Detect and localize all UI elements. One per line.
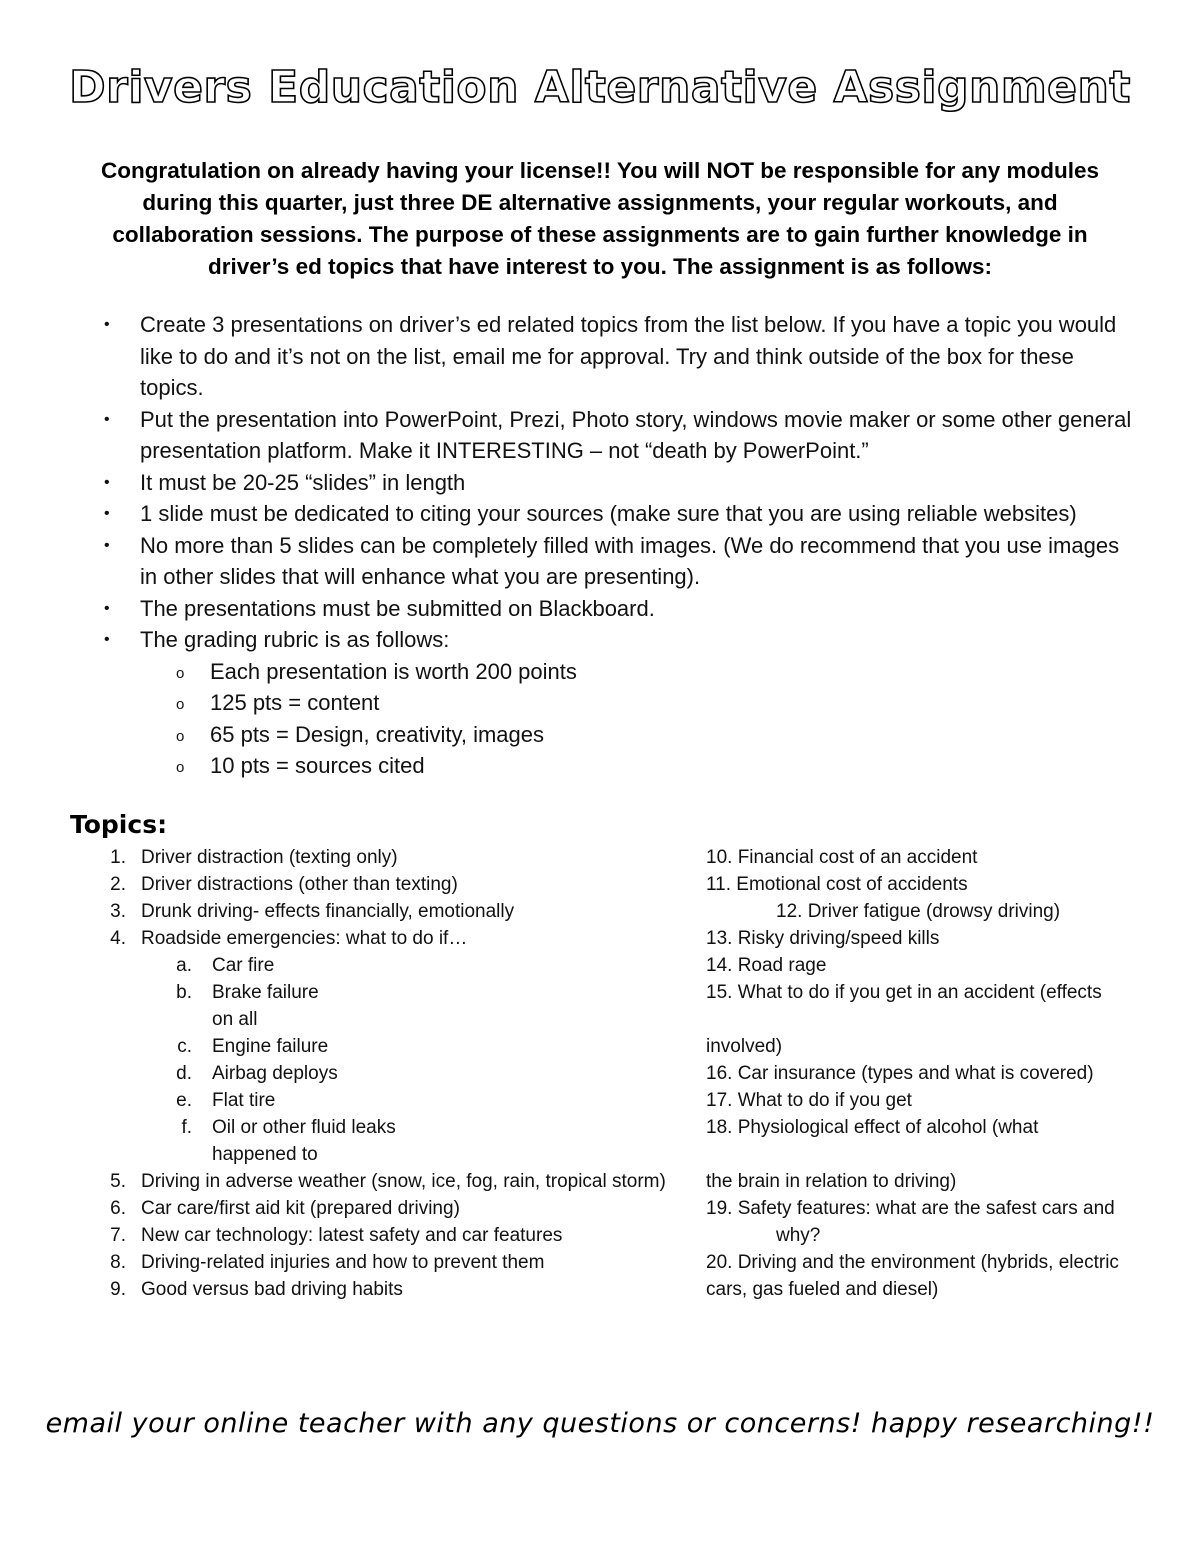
topic-item [100,1060,690,1087]
rubric-item [176,687,1140,719]
topic-number: 1. [110,847,126,868]
topic-item: 19. Safety features: what are the safest cars and [706,1198,1115,1219]
topic-item: 15. What to do if you get in an accident (effects [706,982,1102,1003]
rule-text: No more than 5 slides can be completely filled with images. (We do recommend that you use images in other slides that will enhance what you are presenting). [140,532,1120,589]
circle-bullet-icon: o [176,664,185,682]
topic-number: 3. [110,901,126,922]
topic-number: e. [176,1090,192,1111]
topic-item: 13. Risky driving/speed kills [706,928,940,949]
topics-right-column [706,844,1146,1303]
rule-item [100,309,1140,404]
topic-item [100,1195,690,1222]
rubric-item [176,719,1140,751]
topic-text: Engine failure [212,1036,329,1057]
rule-text: The grading rubric is as follows: [140,627,450,652]
topics-left-column [100,844,690,1303]
topic-item [100,979,690,1006]
rule-text: Create 3 presentations on driver’s ed related topics from the list below. If you have a topic you would like to do and it’s not on the list, email me for approval. Try and think outside of the box for these topics. [140,312,1117,400]
topic-item [100,1168,690,1195]
topic-item [100,1006,690,1033]
circle-bullet-icon: o [176,727,185,745]
topic-number: f. [181,1117,192,1138]
topic-text: Oil or other fluid leaks [212,1117,396,1138]
circle-bullet-icon: o [176,759,185,776]
topic-text: Drunk driving- effects financially, emotionally [141,901,515,922]
topic-item [100,1276,690,1303]
topic-number: 4. [110,928,126,949]
topic-text: Driver distractions (other than texting) [141,874,458,895]
topic-text: Driver distraction (texting only) [141,847,398,868]
bullet-icon: • [104,536,110,554]
bullet-icon: • [104,410,110,428]
bullet-icon: • [104,599,110,617]
topic-item: 12. Driver fatigue (drowsy driving) [776,901,1061,922]
page-title: Drivers Education Alternative Assignment [69,62,1131,113]
topic-item [100,844,690,871]
topic-number: 8. [110,1252,126,1273]
topic-text: Driving in adverse weather (snow, ice, fog, rain, tropical storm) [141,1171,666,1192]
topic-text: happened to [212,1144,318,1165]
intro-paragraph: Congratulation on already having your license!! You will NOT be responsible for any modules during this quarter, just three DE alternative assignments, your regular workouts, and collaboration sessions. The purpose of these assignments are to gain further knowledge in driver’s ed topics that have interest to you. The assignment is as follows: [100,158,1100,279]
topic-number: 9. [110,1279,126,1300]
bullet-icon: • [104,316,110,333]
topic-item [100,952,690,979]
topic-item [100,1033,690,1060]
topic-text: Car care/first aid kit (prepared driving) [141,1198,460,1219]
bullet-icon: • [104,631,110,648]
topic-item: 14. Road rage [706,955,827,976]
rule-item [100,467,1140,499]
topic-number: 5. [110,1171,126,1192]
rule-text: 1 slide must be dedicated to citing your sources (make sure that you are using reliable websites) [140,501,1077,526]
topic-item [706,1141,1146,1168]
topic-item [100,1222,690,1249]
topic-item: 10. Financial cost of an accident [706,847,978,868]
topic-text: Car fire [212,955,275,976]
rubric-list [140,656,1140,782]
topic-item: 16. Car insurance (types and what is covered) [706,1063,1094,1084]
rule-text: Put the presentation into PowerPoint, Prezi, Photo story, windows movie maker or some other general presentation platform. Make it INTERESTING – not “death by PowerPoint.” [140,406,1132,463]
topic-number: 7. [110,1225,126,1246]
topics-heading: Topics: [70,810,168,839]
topic-item [100,871,690,898]
rubric-text: 65 pts = Design, creativity, images [210,721,545,747]
topic-item: 20. Driving and the environment (hybrids, electric [706,1252,1119,1273]
topic-text: Brake failure [212,982,319,1003]
rule-item [100,498,1140,530]
rule-item [100,530,1140,593]
topic-text: on all [212,1009,258,1030]
topic-item: involved) [706,1036,783,1057]
rubric-item [176,750,1140,782]
topic-text: Flat tire [212,1090,276,1111]
rubric-text: Each presentation is worth 200 points [210,658,577,684]
topic-item [100,925,690,952]
topic-item [100,1141,690,1168]
topic-text: Roadside emergencies: what to do if… [141,928,468,949]
topic-item: 18. Physiological effect of alcohol (what [706,1117,1039,1138]
topic-number: a. [176,955,192,976]
rubric-item [176,656,1140,688]
topic-item: why? [776,1225,821,1246]
topic-item [706,1006,1146,1033]
topic-number: c. [177,1036,192,1057]
rule-text: It must be 20-25 “slides” in length [140,469,466,495]
topic-number: b. [176,982,192,1003]
footer-note: email your online teacher with any questions or concerns! happy researching!! [45,1408,1155,1439]
rule-item [100,624,1140,782]
topic-item: 17. What to do if you get [706,1090,912,1111]
circle-bullet-icon: o [176,696,185,713]
bullet-icon: • [104,473,110,491]
topic-number: 2. [110,874,126,895]
topic-number: 6. [110,1198,126,1219]
topic-item: cars, gas fueled and diesel) [706,1279,939,1300]
topic-item [100,1249,690,1276]
topic-number: d. [176,1063,192,1084]
rubric-text: 125 pts = content [210,690,380,715]
topic-item [100,1114,690,1141]
topic-item: 11. Emotional cost of accidents [706,874,968,895]
rule-text: The presentations must be submitted on Blackboard. [140,595,655,621]
topic-item: the brain in relation to driving) [706,1171,957,1192]
topic-text: Driving-related injuries and how to prevent them [141,1252,545,1273]
topic-item [100,898,690,925]
rule-item [100,593,1140,625]
topic-text: New car technology: latest safety and car features [141,1225,563,1246]
bullet-icon: • [104,505,110,522]
topic-item [100,1087,690,1114]
rubric-text: 10 pts = sources cited [210,753,425,778]
assignment-rules-list [100,309,1140,782]
rule-item [100,404,1140,467]
topic-text: Good versus bad driving habits [141,1279,403,1300]
topic-text: Airbag deploys [212,1063,338,1084]
